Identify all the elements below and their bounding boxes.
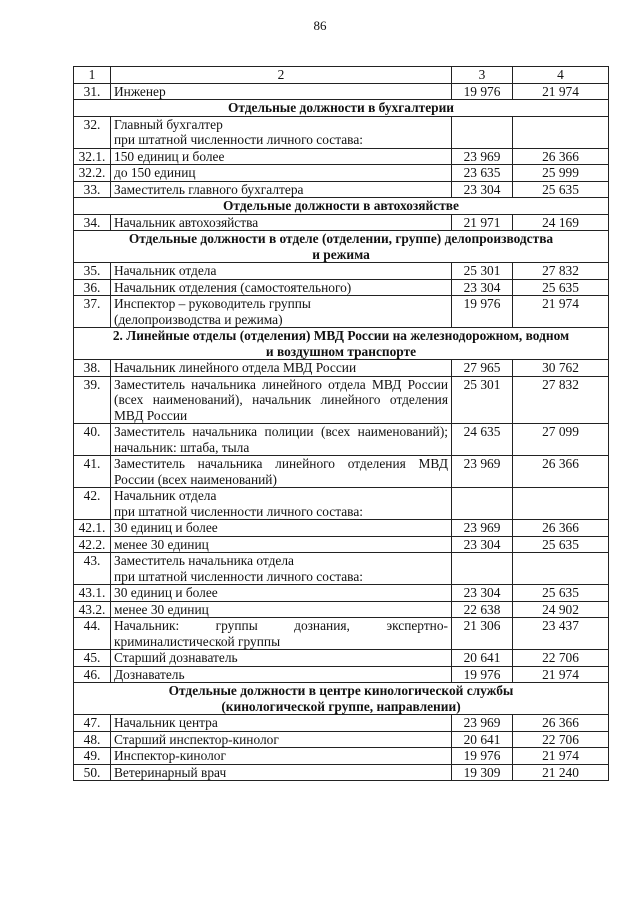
salary-value-col4: 25 635	[513, 536, 609, 553]
position-title	[111, 424, 452, 456]
position-title	[111, 488, 452, 520]
column-header: 3	[452, 67, 513, 84]
position-title-line: Заместитель начальника линейного отдела МВД России (всех наименований), начальник линейного отделения МВД России	[114, 376, 448, 423]
row-number: 35.	[74, 263, 111, 280]
salary-value-col3: 25 301	[452, 376, 513, 424]
salary-value-col3: 20 641	[452, 731, 513, 748]
row-number: 42.	[74, 488, 111, 520]
row-number: 50.	[74, 764, 111, 781]
salary-value-col4: 22 706	[513, 731, 609, 748]
position-title	[111, 748, 452, 765]
position-title	[111, 360, 452, 377]
salary-value-col4: 21 240	[513, 764, 609, 781]
position-title	[111, 618, 452, 650]
position-title	[111, 83, 452, 100]
salary-value-col3: 19 976	[452, 296, 513, 328]
salary-value-col3: 24 635	[452, 424, 513, 456]
row-number: 32.	[74, 116, 111, 148]
section-heading	[74, 100, 609, 117]
position-title	[111, 263, 452, 280]
position-title	[111, 456, 452, 488]
position-title-line: Начальник отдела	[114, 263, 217, 278]
table-row	[74, 731, 609, 748]
salary-value-col3: 23 304	[452, 536, 513, 553]
section-heading-line: и воздушном транспорте	[265, 343, 417, 359]
section-heading	[74, 328, 609, 360]
salary-value-col4: 27 832	[513, 376, 609, 424]
salary-value-col3: 23 304	[452, 585, 513, 602]
position-title	[111, 650, 452, 667]
section-heading	[74, 231, 609, 263]
table-row	[74, 553, 609, 585]
row-number: 43.1.	[74, 585, 111, 602]
row-number: 40.	[74, 424, 111, 456]
position-title-line: 150 единиц и более	[114, 148, 225, 164]
position-title-line: Начальник отделения (самостоятельного)	[114, 279, 352, 295]
section-heading-line: (кинологической группе, направлении)	[221, 698, 461, 714]
table-row	[74, 360, 609, 377]
table-row	[74, 536, 609, 553]
position-title-line: 30 единиц и более	[114, 520, 218, 535]
salary-value-col4: 27 099	[513, 424, 609, 456]
position-title	[111, 520, 452, 537]
table-row	[74, 601, 609, 618]
position-title-line: 30 единиц и более	[114, 585, 218, 600]
position-title	[111, 666, 452, 683]
table-row	[74, 214, 609, 231]
section-heading-line: Отдельные должности в отделе (отделении, группе) делопроизводства	[128, 231, 554, 246]
salary-value-col3: 19 976	[452, 748, 513, 765]
page-number: 86	[313, 18, 327, 33]
salary-value-col4: 21 974	[513, 666, 609, 683]
table-row	[74, 520, 609, 537]
section-heading-row	[74, 100, 609, 117]
row-number: 43.2.	[74, 601, 111, 618]
table-row	[74, 424, 609, 456]
table-row	[74, 488, 609, 520]
position-title-line: Дознаватель	[114, 666, 185, 682]
salary-value-col3: 19 309	[452, 764, 513, 781]
position-title-line: Главный бухгалтер	[114, 116, 223, 132]
table-header-row	[74, 67, 609, 84]
salary-value-col4: 21 974	[513, 83, 609, 100]
position-title-line: Заместитель начальника отдела	[114, 553, 294, 568]
column-header: 1	[74, 67, 111, 84]
row-number: 37.	[74, 296, 111, 328]
position-title-line: (делопроизводства и режима)	[114, 311, 283, 327]
row-number: 32.2.	[74, 165, 111, 182]
row-number: 36.	[74, 279, 111, 296]
position-title-line: менее 30 единиц	[114, 601, 209, 617]
salary-value-col3: 23 969	[452, 520, 513, 537]
salary-value-col4: 26 366	[513, 456, 609, 488]
section-heading-line: Отдельные должности в бухгалтерии	[227, 100, 455, 115]
position-title	[111, 214, 452, 231]
salary-value-col3: 21 971	[452, 214, 513, 231]
table-row	[74, 650, 609, 667]
section-heading-row	[74, 328, 609, 360]
position-title	[111, 279, 452, 296]
salary-value-col4: 25 635	[513, 585, 609, 602]
salary-value-col4: 26 366	[513, 148, 609, 165]
salary-value-col3	[452, 553, 513, 585]
salary-value-col3: 23 304	[452, 279, 513, 296]
row-number: 45.	[74, 650, 111, 667]
row-number: 48.	[74, 731, 111, 748]
table-row	[74, 181, 609, 198]
section-heading-line: Отдельные должности в центре кинологической службы	[168, 683, 514, 698]
row-number: 41.	[74, 456, 111, 488]
salary-value-col4: 23 437	[513, 618, 609, 650]
position-title	[111, 116, 452, 148]
table-row	[74, 116, 609, 148]
salary-value-col4: 25 635	[513, 181, 609, 198]
salary-value-col4: 30 762	[513, 360, 609, 377]
position-title	[111, 553, 452, 585]
table-row	[74, 376, 609, 424]
position-title-line: при штатной численности личного состава:	[114, 568, 363, 584]
position-title-line: Ветеринарный врач	[114, 764, 227, 780]
section-heading-line: 2. Линейные отделы (отделения) МВД России на железнодорожном, водном	[112, 328, 570, 343]
section-heading-line: Отдельные должности в автохозяйстве	[223, 198, 459, 213]
salary-value-col3: 23 969	[452, 715, 513, 732]
salary-value-col4: 27 832	[513, 263, 609, 280]
salary-value-col3	[452, 116, 513, 148]
row-number: 39.	[74, 376, 111, 424]
row-number: 42.2.	[74, 536, 111, 553]
row-number: 33.	[74, 181, 111, 198]
section-heading-line: и режима	[312, 246, 370, 262]
row-number: 38.	[74, 360, 111, 377]
row-number: 43.	[74, 553, 111, 585]
salary-value-col3: 21 306	[452, 618, 513, 650]
position-title	[111, 376, 452, 424]
column-header: 4	[513, 67, 609, 84]
position-title-line: Начальник автохозяйства	[114, 214, 259, 230]
salary-value-col3: 22 638	[452, 601, 513, 618]
table-row	[74, 165, 609, 182]
salary-value-col3	[452, 488, 513, 520]
row-number: 46.	[74, 666, 111, 683]
salary-table	[73, 66, 609, 781]
salary-value-col4: 26 366	[513, 715, 609, 732]
position-title-line: при штатной численности личного состава:	[114, 503, 363, 519]
position-title	[111, 181, 452, 198]
row-number: 49.	[74, 748, 111, 765]
salary-value-col3: 25 301	[452, 263, 513, 280]
position-title-line: до 150 единиц	[114, 165, 196, 180]
table-row	[74, 83, 609, 100]
position-title-line: Начальник отдела	[114, 488, 217, 503]
section-heading-row	[74, 231, 609, 263]
salary-value-col3: 20 641	[452, 650, 513, 667]
table-row	[74, 764, 609, 781]
salary-value-col3: 19 976	[452, 666, 513, 683]
position-title	[111, 536, 452, 553]
section-heading	[74, 198, 609, 215]
salary-value-col4: 26 366	[513, 520, 609, 537]
table-row	[74, 585, 609, 602]
salary-value-col4: 24 902	[513, 601, 609, 618]
section-heading	[74, 683, 609, 715]
position-title-line: Заместитель начальника линейного отделения МВД России (всех наименований)	[114, 456, 448, 487]
salary-value-col3: 23 635	[452, 165, 513, 182]
row-number: 42.1.	[74, 520, 111, 537]
position-title	[111, 764, 452, 781]
row-number: 47.	[74, 715, 111, 732]
position-title	[111, 601, 452, 618]
table-row	[74, 263, 609, 280]
position-title-line: Начальник: группы дознания, экспертно-криминалистической группы	[114, 618, 448, 649]
position-title-line: Заместитель главного бухгалтера	[114, 181, 304, 197]
salary-value-col3: 23 969	[452, 456, 513, 488]
table-row	[74, 279, 609, 296]
table-row	[74, 748, 609, 765]
position-title	[111, 296, 452, 328]
salary-value-col3: 23 969	[452, 148, 513, 165]
position-title-line: Инспектор-кинолог	[114, 748, 226, 763]
position-title-line: Старший дознаватель	[114, 650, 238, 665]
position-title	[111, 148, 452, 165]
position-title	[111, 585, 452, 602]
salary-value-col3: 23 304	[452, 181, 513, 198]
position-title-line: Заместитель начальника полиции (всех наименований); начальник: штаба, тыла	[114, 424, 448, 455]
table-row	[74, 715, 609, 732]
section-heading-row	[74, 683, 609, 715]
salary-value-col4: 24 169	[513, 214, 609, 231]
position-title	[111, 165, 452, 182]
position-title-line: Старший инспектор-кинолог	[114, 731, 279, 747]
salary-value-col4	[513, 488, 609, 520]
position-title-line: Начальник линейного отдела МВД России	[114, 360, 357, 375]
salary-value-col3: 19 976	[452, 83, 513, 100]
table-row	[74, 666, 609, 683]
salary-value-col3: 27 965	[452, 360, 513, 377]
position-title	[111, 731, 452, 748]
position-title-line: при штатной численности личного состава:	[114, 132, 363, 147]
table-row	[74, 148, 609, 165]
row-number: 32.1.	[74, 148, 111, 165]
salary-value-col4: 22 706	[513, 650, 609, 667]
row-number: 31.	[74, 83, 111, 100]
position-title-line: менее 30 единиц	[114, 536, 209, 552]
column-header: 2	[111, 67, 452, 84]
salary-value-col4: 25 635	[513, 279, 609, 296]
salary-value-col4: 21 974	[513, 748, 609, 765]
table-row	[74, 456, 609, 488]
position-title	[111, 715, 452, 732]
row-number: 44.	[74, 618, 111, 650]
salary-value-col4: 25 999	[513, 165, 609, 182]
salary-value-col4	[513, 116, 609, 148]
table-row	[74, 618, 609, 650]
position-title-line: Начальник центра	[114, 715, 218, 730]
position-title-line: Инженер	[114, 83, 166, 99]
salary-value-col4: 21 974	[513, 296, 609, 328]
table-row	[74, 296, 609, 328]
row-number: 34.	[74, 214, 111, 231]
position-title-line: Инспектор – руководитель группы	[114, 296, 311, 311]
salary-value-col4	[513, 553, 609, 585]
section-heading-row	[74, 198, 609, 215]
